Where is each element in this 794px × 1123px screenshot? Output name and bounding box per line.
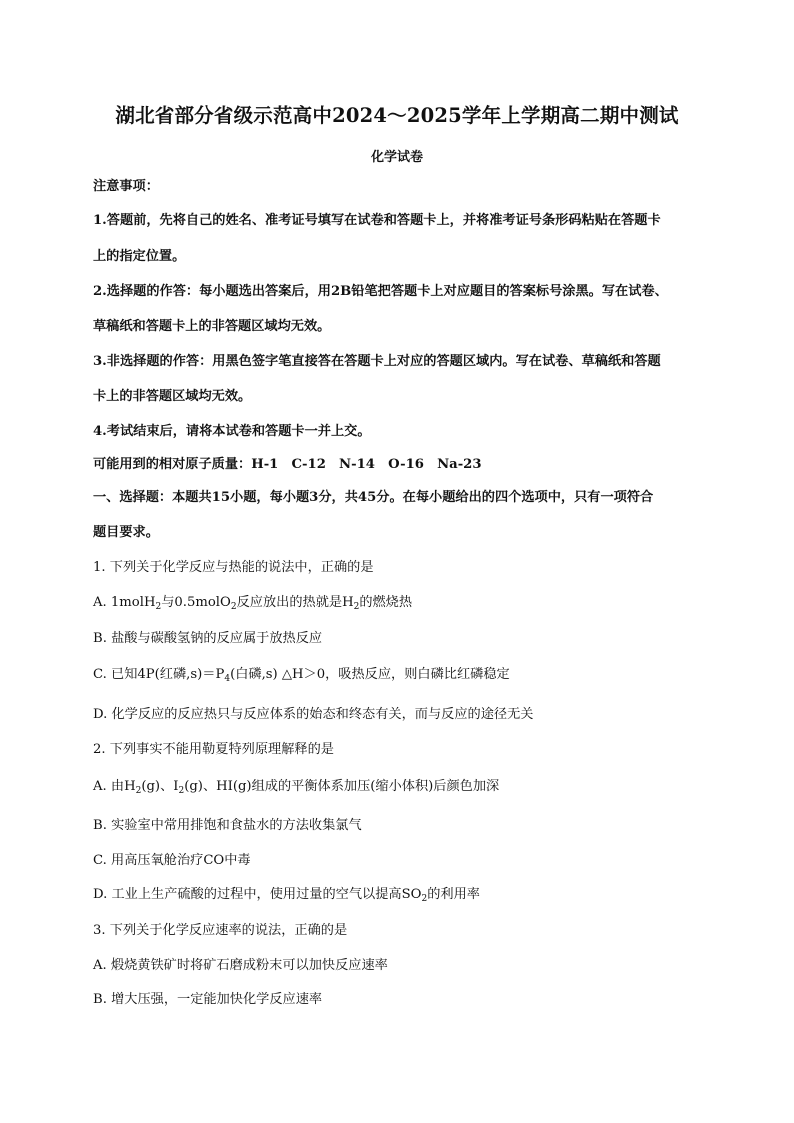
question-3-option-b: B. 增大压强，一定能加快化学反应速率: [93, 992, 323, 1007]
question-3-option-a: A. 煅烧黄铁矿时将矿石磨成粉末可以加快反应速率: [93, 958, 388, 973]
question-1-option-d: D. 化学反应的反应热只与反应体系的始态和终态有关，而与反应的途径无关: [93, 707, 534, 722]
notice-item: 3.非选择题的作答：用黑色签字笔直接答在答题卡上对应的答题区域内。写在试卷、草稿纸和答题: [93, 354, 661, 369]
exam-title: 湖北省部分省级示范高中2024～2025学年上学期高二期中测试: [115, 104, 679, 127]
exam-subtitle: 化学试卷: [370, 150, 423, 165]
notice-item: 4.考试结束后，请将本试卷和答题卡一并上交。: [93, 424, 371, 439]
question-1-option-a: A. 1molH$_2$与0.5molO$_2$反应放出的热就是$H_2$的燃烧热: [93, 595, 413, 612]
notice-heading: 注意事项：: [93, 179, 159, 194]
notice-item: 2.选择题的作答：每小题选出答案后，用2B铅笔把答题卡上对应题目的答案标号涂黑。写在试卷、: [93, 284, 668, 299]
question-1-option-c: C. 已知4P(红磷$,s)=P_4$(白磷,s) △H＞0，吸热反应，则白磷比红磷稳定: [93, 667, 510, 684]
question-2-option-a: A. 由$H_2(g)$、$I_2(g)$、HI(g)组成的平衡体系加压(缩小体积)后颜色加深: [93, 779, 500, 796]
question-2-option-c: C. 用高压氧舱治疗CO中毒: [93, 853, 251, 868]
question-3-stem: 3. 下列关于化学反应速率的说法，正确的是: [93, 923, 348, 938]
notice-item: 草稿纸和答题卡上的非答题区域均无效。: [93, 319, 331, 334]
question-1-stem: 1. 下列关于化学反应与热能的说法中，正确的是: [93, 560, 374, 575]
question-2-option-b: B. 实验室中常用排饱和食盐水的方法收集氯气: [93, 818, 362, 833]
question-1-option-b: B. 盐酸与碳酸氢钠的反应属于放热反应: [93, 631, 323, 646]
question-2-stem: 2. 下列事实不能用勒夏特列原理解释的是: [93, 742, 334, 757]
notice-item: 1.答题前，先将自己的姓名、准考证号填写在试卷和答题卡上，并将准考证号条形码粘贴在答题卡: [93, 213, 661, 228]
notice-item: 卡上的非答题区域均无效。: [93, 389, 252, 404]
atomic-mass-line: 可能用到的相对原子质量：H-1 C-12 N-14 O-16 Na-23: [93, 457, 482, 472]
section-heading: 一、选择题：本题共15小题，每小题3分，共45分。在每小题给出的四个选项中，只有一项符合: [93, 490, 654, 505]
section-heading-cont: 题目要求。: [93, 525, 159, 540]
notice-item: 上的指定位置。: [93, 249, 186, 264]
question-2-option-d: D. 工业上生产硫酸的过程中，使用过量的空气以提高$SO_2$的利用率: [93, 887, 480, 904]
